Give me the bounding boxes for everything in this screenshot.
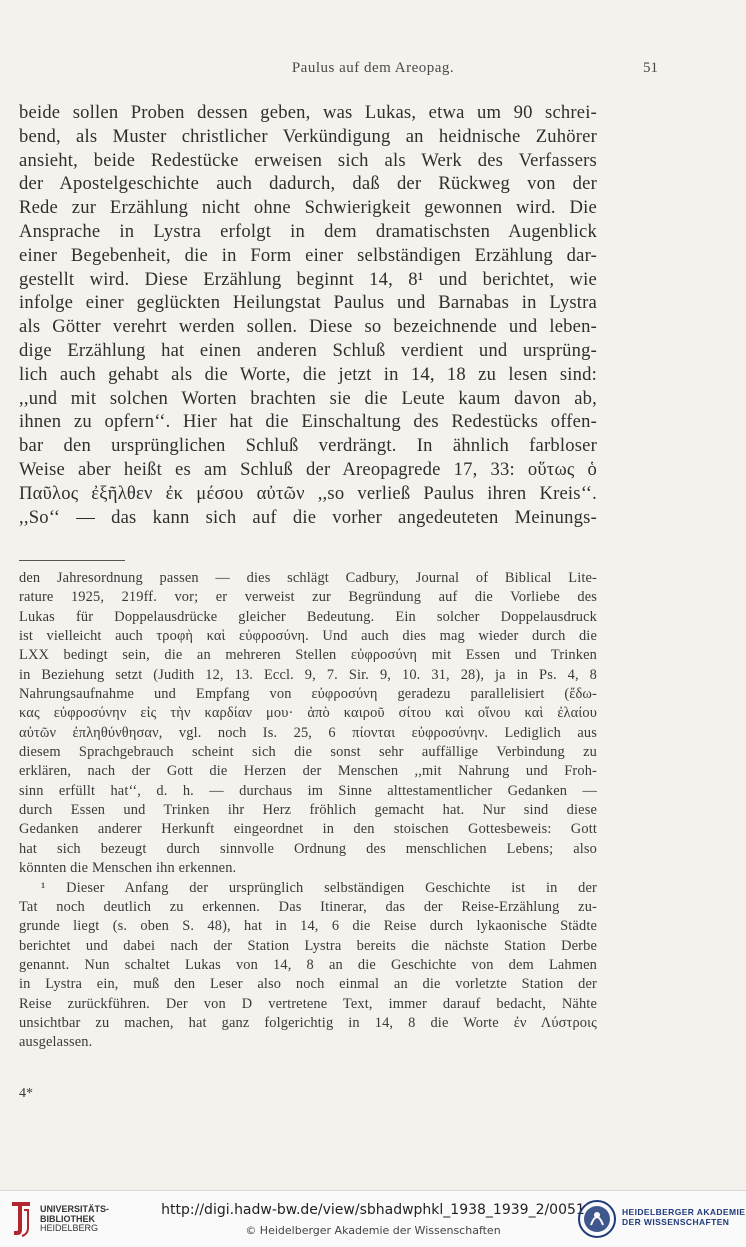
main-text-line: einer Begebenheit, die in Form einer selbständigen Erzählung dar- [19,244,597,266]
footnote-line: ¹ Dieser Anfang der ursprünglich selbständigen Geschichte ist in der [41,879,597,896]
running-head [0,60,746,82]
footnote-line: hat sich bezeugt durch sinnvolle Ordnung des menschlichen Lebens; also [19,840,597,857]
footnote-line: rature 1925, 219ff. vor; er verweist zur Begründung auf die Vorliebe des [19,589,597,606]
footnote-line: in Lystra ein, muß den Leser also noch einmal an die vorletzte Station der [19,976,597,993]
main-text-line: ihnen zu opfern‘‘. Hier hat die Einschaltung des Redestücks offen- [19,411,597,433]
footnote-line: unsichtbar zu machen, hat ganz folgerichtig in 14, 8 die Worte ἐν Λύστροις [19,1014,597,1031]
main-text-line: ansieht, beide Redestücke erweisen sich als Werk des Verfassers [19,149,597,171]
main-text-line: ,,und mit solchen Worten brachten sie die Leute kaum davon ab, [19,387,597,409]
footnote-line: Gedanken anderer Herkunft eingeordnet in den stoischen Gottesbeweis: Gott [19,821,597,838]
copyright-notice: © Heidelberger Akademie der Wissenschaften [245,1224,501,1237]
main-text-line: Weise aber heißt es am Schluß der Areopagrede 17, 33: οὕτως ὁ [19,458,597,480]
main-text-line: Ansprache in Lystra erfolgt in dem dramatischsten Augenblick [19,220,597,242]
library-name-line: UNIVERSITÄTS- [40,1204,110,1214]
main-text-line: Rede zur Erzählung nicht ohne Schwierigkeit gewonnen wird. Die [19,197,597,219]
footnote-line: in Beziehung setzt (Judith 12, 13. Eccl. 9, 7. Sir. 9, 10. 31, 28), ja in Ps. 4, 8 [19,666,597,683]
footnote-line: κας εὐφροσύνην εἰς τὴν καρδίαν μου· ἀπὸ καιροῦ σίτου καὶ οἴνου καὶ ἐλαίου [19,705,597,722]
main-text-line: Παῦλος ἐξῆλθεν ἐκ μέσου αὐτῶν ,,so verließ Paulus ihren Kreis‘‘. [19,482,597,504]
academy-name [622,1207,745,1227]
main-text [19,101,597,529]
main-text-line: ,,So‘‘ — das kann sich auf die vorher angedeuteten Meinungs- [19,506,597,528]
library-name-line: BIBLIOTHEK [40,1213,95,1224]
footnote-line: berichtet und dabei nach der Station Lystra bereits die nächste Station Derbe [19,937,597,954]
footnotes [19,569,597,1053]
footnote-line: grunde liegt (s. oben S. 48), hat in 14, 6 die Reise durch lykaonische Städte [19,918,597,935]
footnote-line: ausgelassen. [19,1034,93,1051]
footnote-line: genannt. Nun schaltet Lukas von 14, 8 an die Geschichte von dem Lahmen [19,956,597,973]
main-text-line: gestellt wird. Diese Erzählung beginnt 14, 8¹ und berichtet, wie [19,268,597,290]
footnote-line: sinn erfüllt hat‘‘, d. h. — durchaus im Sinne alttestamentlicher Gedanken — [19,782,597,799]
footnote-line: Nahrungsaufnahme und Empfang von εὐφροσύνη geradezu parallelisiert (ἔδω- [19,686,597,703]
permalink-url[interactable]: http://digi.hadw-bw.de/view/sbhadwphkl_1938_1939_2/0051 [161,1202,585,1218]
academy-name-line: HEIDELBERGER AKADEMIE [622,1207,746,1217]
footnote-line: könnten die Menschen ihn erkennen. [19,860,237,877]
main-text-line: lich auch gehabt als die Worte, die jetzt in 14, 18 zu lesen sind: [19,363,597,385]
footnote-divider [19,560,125,561]
main-text-line: bar den ursprünglichen Schluß verdrängt. In ähnlich farbloser [19,435,597,457]
footnote-line: ist vielleicht auch τροφὴ καὶ εὐφροσύνη. Und auch dies mag wieder durch die [19,628,597,645]
footnote-line: Lukas für Doppelausdrücke gleicher Bedeutung. Ein solcher Doppelausdruck [19,608,597,625]
signature-mark: 4* [19,1086,33,1101]
footnote-line: αὐτῶν ἐπληθύνθησαν, vgl. noch Is. 25, 6 πίονται εὐφροσύνην. Lediglich aus [19,724,597,741]
footnote-line: diesem Sprachgebrauch scheint sich die sonst sehr auffällige Verbindung zu [19,744,597,761]
main-text-line: bend, als Muster christlicher Verkündigung an heidnische Zuhörer [19,125,597,147]
footnote-line: durch Essen und Trinken ihr Herz fröhlich gemacht hat. Nur sind diese [19,802,597,819]
academy-seal-icon [577,1199,617,1239]
page-number: 51 [643,60,658,76]
footer-bar [0,1190,746,1247]
main-text-line: als Götter verehrt werden sollen. Diese so bezeichnende und leben- [19,316,597,338]
running-head-title: Paulus auf dem Areopag. [291,60,455,76]
main-text-line: infolge einer geglückten Heilungstat Paulus und Barnabas in Lystra [19,292,597,314]
main-text-line: beide sollen Proben dessen geben, was Lukas, etwa um 90 schrei- [19,102,597,123]
footnote-line: LXX bedingt sein, die an mehreren Stellen εὐφροσύνη mit Essen und Trinken [19,647,597,664]
main-text-line: der Apostelgeschichte auch dadurch, daß der Rückweg von der [19,173,597,195]
library-name-line: HEIDELBERG [40,1223,99,1233]
academy-name-line: DER WISSENSCHAFTEN [622,1217,730,1227]
footnote-line: erklären, nach der Gott die Herzen der Menschen ,,mit Nahrung und Froh- [19,763,597,780]
footnote-line: den Jahresordnung passen — dies schlägt Cadbury, Journal of Biblical Lite- [19,570,597,586]
footnote-line: Reise zurückführen. Der von D vertretene Text, immer darauf bedacht, Nähte [19,995,597,1012]
main-text-line: dige Erzählung hat einen anderen Schluß verdient und ursprüng- [19,339,597,361]
footnote-line: Tat noch deutlich zu erkennen. Das Itinerar, das der Reise-Erzählung zu- [19,898,597,915]
